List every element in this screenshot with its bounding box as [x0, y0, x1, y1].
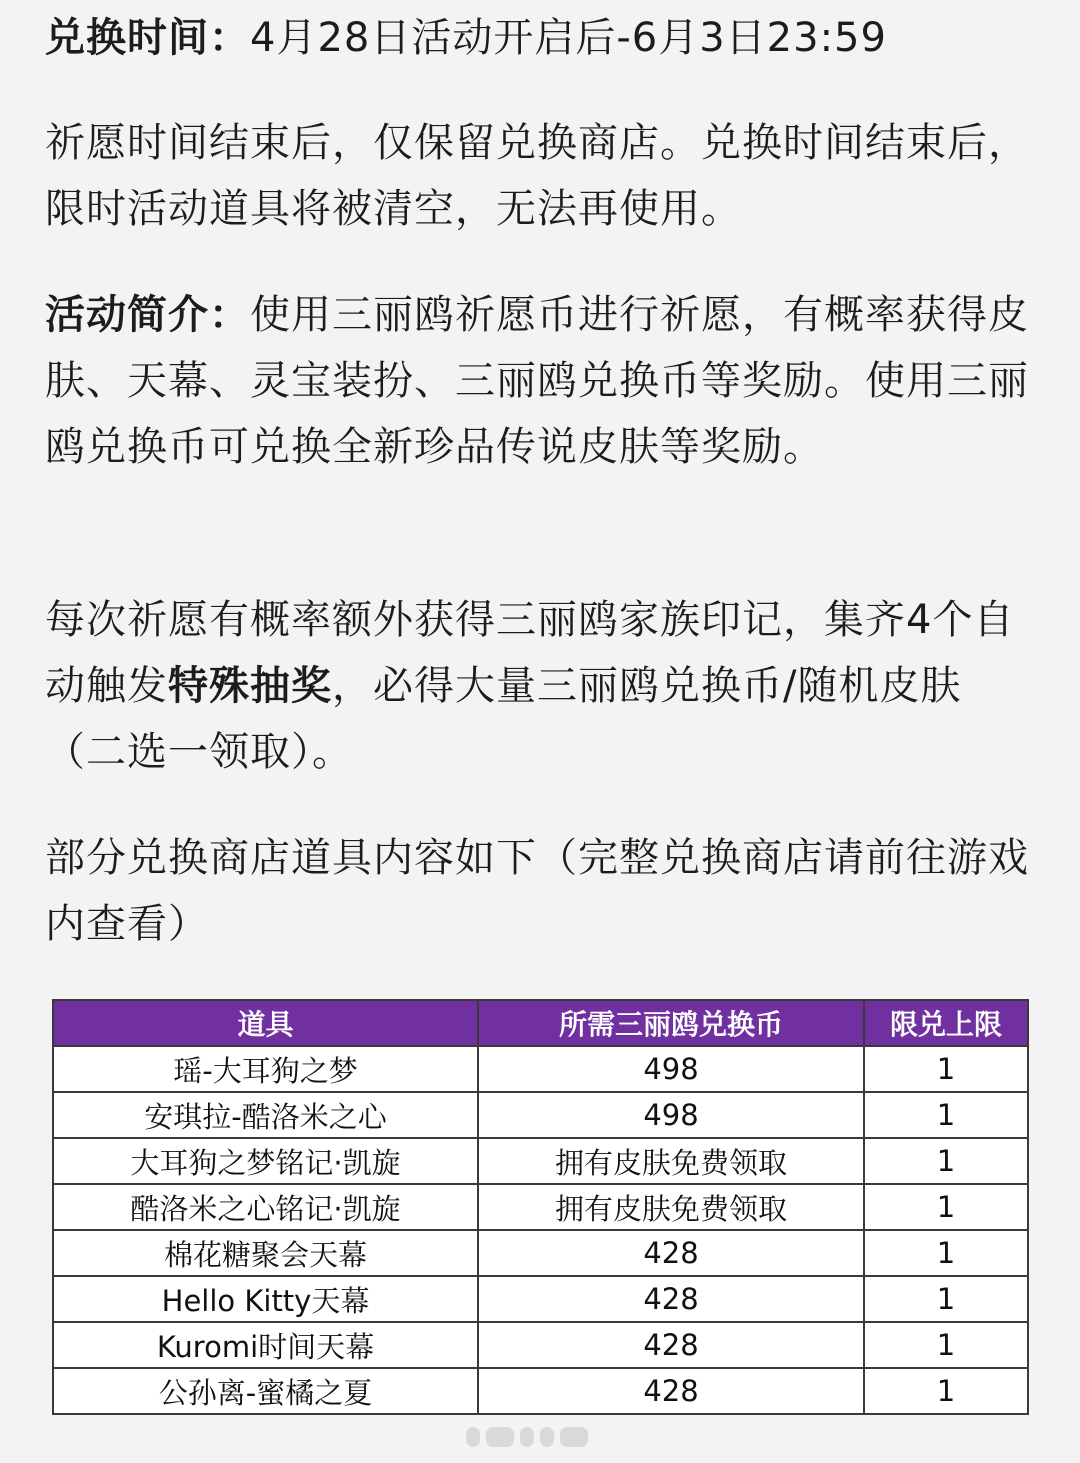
cost-cell: 428 [478, 1276, 864, 1322]
limit-cell: 1 [864, 1092, 1027, 1138]
wish-end-paragraph: 祈愿时间结束后，仅保留兑换商店。兑换时间结束后，限时活动道具将被清空，无法再使用。 [45, 120, 1029, 232]
cost-cell: 428 [478, 1230, 864, 1276]
exchange-time-label: 兑换时间： [45, 15, 250, 61]
special-draw-highlight: 特殊抽奖 [168, 663, 332, 709]
cost-cell: 428 [478, 1368, 864, 1413]
limit-cell: 1 [864, 1046, 1027, 1092]
header-limit: 限兑上限 [864, 1001, 1027, 1046]
exchange-time-text: 4月28日活动开启后-6月3日23:59 [250, 15, 887, 61]
table-row [54, 1184, 1027, 1230]
header-cost: 所需三丽鸥兑换币 [478, 1001, 864, 1046]
exchange-time-paragraph [45, 5, 1040, 71]
limit-cell: 1 [864, 1184, 1027, 1230]
exchange-shop-table [52, 999, 1029, 1415]
table-row [54, 1276, 1027, 1322]
table-row [54, 1138, 1027, 1184]
item-name-cell: Hello Kitty天幕 [54, 1276, 478, 1322]
item-name-cell: 棉花糖聚会天幕 [54, 1230, 478, 1276]
limit-cell: 1 [864, 1276, 1027, 1322]
table-row [54, 1230, 1027, 1276]
intro-text: 使用三丽鸥祈愿币进行祈愿，有概率获得皮肤、天幕、灵宝装扮、三丽鸥兑换币等奖励。使用三丽鸥兑换币可兑换全新珍品传说皮肤等奖励。 [45, 292, 1029, 470]
shop-note-paragraph: 部分兑换商店道具内容如下（完整兑换商店请前往游戏内查看） [45, 835, 1029, 947]
limit-cell: 1 [936, 1374, 956, 1408]
cost-cell: 498 [478, 1046, 864, 1092]
item-name-cell: 公孙离-蜜橘之夏 [54, 1368, 478, 1413]
intro-paragraph [45, 282, 1040, 480]
special-text-before: 每次祈愿有概率额外获得三丽鸥家族印记，集齐4个自动触发 [45, 597, 1015, 709]
cost-cell: 拥有皮肤免费领取 [478, 1184, 864, 1230]
limit-cell: 1 [864, 1322, 1027, 1368]
item-name-cell: 瑶-大耳狗之梦 [54, 1046, 478, 1092]
table-row [54, 1322, 1027, 1368]
table-row [54, 1092, 1027, 1138]
table-row [54, 1368, 1027, 1413]
watermark-mark [486, 1427, 514, 1447]
item-name-cell: 大耳狗之梦铭记·凯旋 [54, 1138, 478, 1184]
special-text-after: ，必得大量三丽鸥兑换币/随机皮肤（二选一领取）。 [45, 663, 962, 775]
limit-cell: 1 [864, 1138, 1027, 1184]
watermark-mark [466, 1427, 480, 1447]
item-name-cell: 酷洛米之心铭记·凯旋 [54, 1184, 478, 1230]
header-item: 道具 [54, 1001, 478, 1046]
watermark-mark [560, 1427, 588, 1447]
item-name-cell: Kuromi时间天幕 [54, 1322, 478, 1368]
cost-cell: 拥有皮肤免费领取 [478, 1138, 864, 1184]
item-name-cell: 安琪拉-酷洛米之心 [54, 1092, 478, 1138]
cost-cell: 498 [478, 1092, 864, 1138]
special-draw-paragraph [45, 587, 1040, 785]
cost-cell: 428 [478, 1322, 864, 1368]
watermark-mark [520, 1427, 534, 1447]
table-header-row [54, 1001, 1027, 1046]
limit-cell: 1 [864, 1230, 1027, 1276]
intro-label: 活动简介： [45, 292, 250, 338]
table-row [54, 1046, 1027, 1092]
watermark-mark [540, 1427, 554, 1447]
watermark-logo [466, 1425, 588, 1449]
